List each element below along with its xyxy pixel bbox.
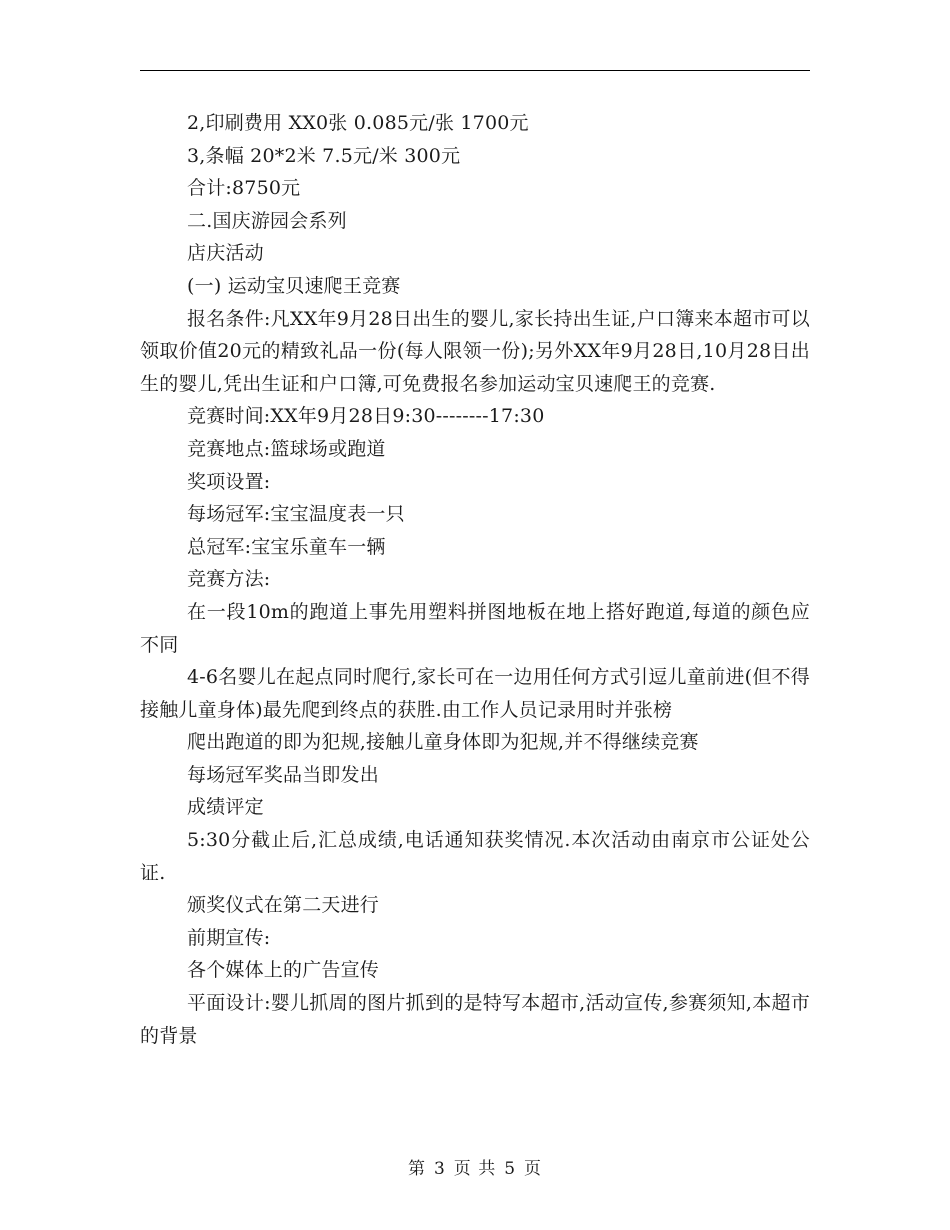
page-footer [0, 1154, 950, 1179]
footer-suffix: 页 [524, 1159, 543, 1179]
paragraph: 平面设计:婴儿抓周的图片抓到的是特写本超市,活动宣传,参赛须知,本超市的背景 [140, 992, 810, 1047]
paragraph: 竞赛地点:篮球场或跑道 [187, 437, 386, 460]
paragraph: 爬出跑道的即为犯规,接触儿童身体即为犯规,并不得继续竞赛 [187, 731, 699, 754]
paragraph: 3,条幅 20*2米 7.5元/米 300元 [187, 144, 461, 167]
paragraph: 4-6名婴儿在起点同时爬行,家长可在一边用任何方式引逗儿童前进(但不得接触儿童身体)最先爬到终点的获胜.由工作人员记录用时并张榜 [140, 666, 810, 721]
current-page-number: 3 [433, 1159, 446, 1179]
paragraph: 每场冠军奖品当即发出 [187, 763, 380, 786]
paragraph: 竞赛方法: [187, 568, 271, 591]
paragraph: 每场冠军:宝宝温度表一只 [187, 503, 405, 526]
paragraph: 总冠军:宝宝乐童车一辆 [187, 535, 386, 558]
paragraph: 颁奖仪式在第二天进行 [187, 894, 380, 917]
total-pages-number: 5 [504, 1159, 517, 1179]
section-heading: 二.国庆游园会系列 [187, 209, 347, 232]
header-rule [140, 70, 810, 71]
paragraph: 合计:8750元 [187, 177, 301, 200]
footer-prefix: 第 [407, 1159, 426, 1179]
paragraph: 竞赛时间:XX年9月28日9:30--------17:30 [187, 405, 545, 428]
paragraph: 前期宣传: [187, 926, 271, 949]
paragraph: 成绩评定 [187, 796, 264, 819]
paragraph: 报名条件:凡XX年9月28日出生的婴儿,家长持出生证,户口簿来本超市可以领取价值20元的精致礼品一份(每人限领一份);另外XX年9月28日,10月28日出生的婴儿,凭出生证和户口簿,可免费报名参加运动宝贝速爬王的竞赛. [140, 307, 810, 395]
paragraph: 5:30分截止后,汇总成绩,电话通知获奖情况.本次活动由南京市公证处公证. [140, 829, 810, 884]
paragraph: 店庆活动 [187, 242, 264, 265]
footer-middle: 页 共 [453, 1159, 497, 1179]
paragraph: 2,印刷费用 XX0张 0.085元/张 1700元 [187, 112, 529, 134]
paragraph: 各个媒体上的广告宣传 [187, 959, 380, 982]
paragraph: 在一段10m的跑道上事先用塑料拼图地板在地上搭好跑道,每道的颜色应不同 [140, 600, 810, 656]
subsection-heading: (一) 运动宝贝速爬王竞赛 [187, 274, 401, 297]
document-body [140, 107, 810, 1052]
paragraph: 奖项设置: [187, 470, 271, 493]
